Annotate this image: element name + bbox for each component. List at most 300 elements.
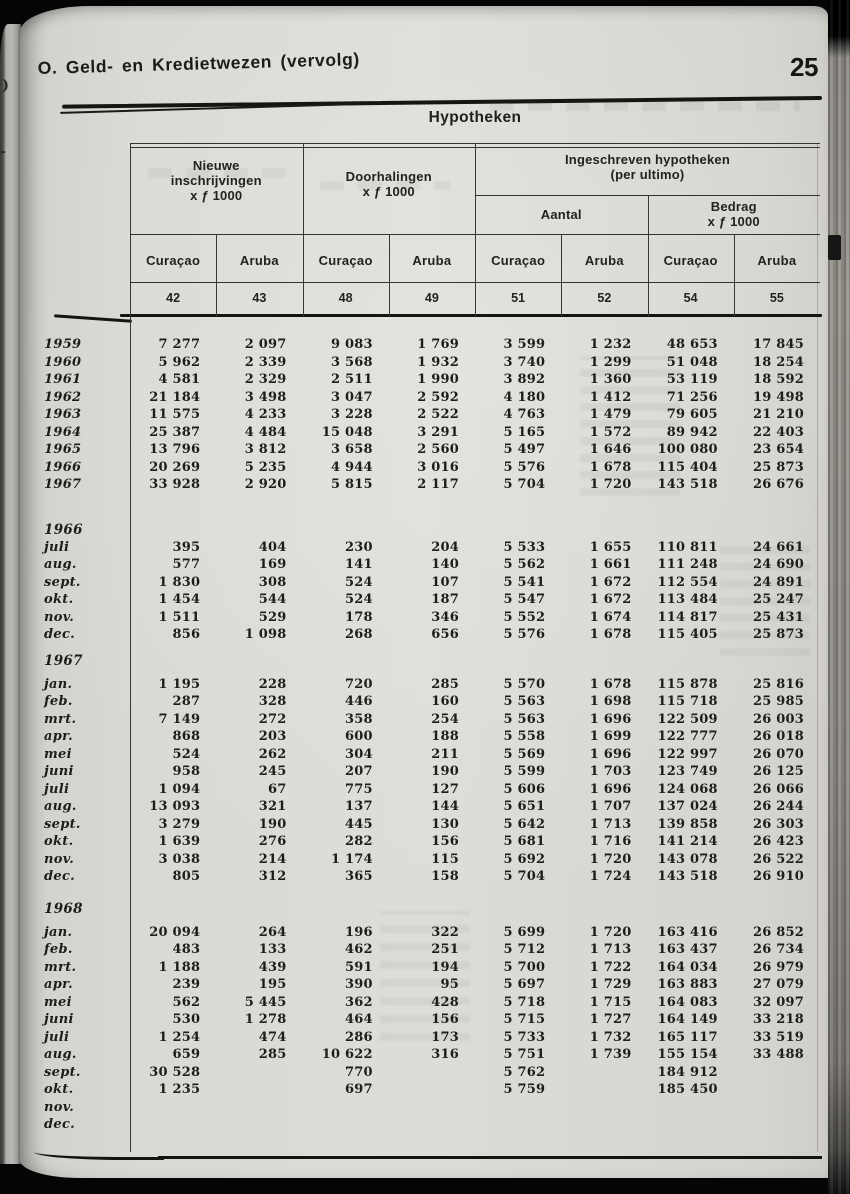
table-title: Hypotheken bbox=[428, 109, 522, 126]
data-cell: 26 910 bbox=[753, 869, 804, 884]
row-label: okt. bbox=[44, 834, 74, 849]
data-cell: 446 bbox=[345, 694, 373, 709]
data-cell: 5 552 bbox=[503, 609, 546, 625]
row-label: feb. bbox=[44, 694, 73, 709]
row-label: jan. bbox=[44, 676, 73, 692]
data-cell: 163 437 bbox=[657, 942, 718, 957]
table-row bbox=[44, 816, 820, 834]
data-cell: 1 479 bbox=[589, 407, 632, 422]
data-cell: 158 bbox=[431, 869, 459, 884]
data-cell: 26 852 bbox=[753, 924, 804, 940]
data-cell: 2 592 bbox=[417, 389, 459, 405]
data-cell: 2 329 bbox=[244, 372, 287, 387]
data-cell: 122 509 bbox=[657, 711, 718, 727]
data-cell bbox=[561, 1064, 647, 1082]
table-row bbox=[44, 1116, 820, 1134]
data-cell: 156 bbox=[431, 834, 459, 849]
data-cell: 33 488 bbox=[753, 1047, 804, 1062]
data-cell: 79 605 bbox=[666, 407, 718, 422]
column-number-cell: 48 bbox=[338, 291, 353, 305]
data-cell: 1 716 bbox=[589, 834, 632, 849]
data-cell: 1 235 bbox=[158, 1082, 201, 1097]
page-number: 25 bbox=[790, 52, 818, 82]
data-cell: 1 646 bbox=[589, 442, 632, 457]
table-row bbox=[44, 1064, 820, 1082]
table-row bbox=[44, 711, 820, 729]
data-cell: 5 759 bbox=[503, 1082, 546, 1097]
column-number-cell: 49 bbox=[424, 291, 439, 305]
data-cell: 245 bbox=[258, 764, 287, 779]
data-cell: 20 094 bbox=[149, 924, 201, 940]
data-cell: 1 094 bbox=[158, 781, 201, 797]
data-cell: 308 bbox=[258, 574, 287, 590]
data-cell: 113 484 bbox=[657, 592, 718, 607]
row-label: juli bbox=[44, 1029, 70, 1045]
data-cell: 3 812 bbox=[244, 442, 287, 457]
data-cell: 2 522 bbox=[417, 407, 459, 422]
data-cell: 194 bbox=[431, 959, 459, 975]
page-edge-tick bbox=[828, 235, 841, 260]
data-cell: 1 360 bbox=[589, 372, 632, 387]
data-cell: 805 bbox=[172, 869, 201, 884]
region-header-cell: Curaçao bbox=[146, 253, 201, 268]
data-cell: 24 661 bbox=[753, 539, 804, 555]
section-year-label: 1967 bbox=[44, 652, 83, 669]
data-cell: 143 518 bbox=[657, 869, 718, 884]
data-cell: 5 642 bbox=[503, 816, 546, 832]
table-row bbox=[44, 976, 820, 994]
data-cell: 25 247 bbox=[753, 592, 804, 607]
data-cell: 462 bbox=[345, 942, 373, 957]
data-cell: 33 928 bbox=[149, 477, 201, 492]
data-cell: 3 291 bbox=[417, 424, 459, 440]
data-cell: 5 541 bbox=[503, 574, 546, 590]
row-label: juni bbox=[44, 1012, 74, 1027]
row-label: 1962 bbox=[44, 389, 82, 405]
data-cell: 4 233 bbox=[244, 407, 287, 422]
data-cell: 163 416 bbox=[657, 924, 718, 940]
data-cell: 1 739 bbox=[589, 1047, 632, 1062]
data-cell: 95 bbox=[440, 977, 459, 992]
data-cell bbox=[303, 1116, 389, 1134]
data-cell: 282 bbox=[345, 834, 373, 849]
column-number-cell: 55 bbox=[769, 291, 784, 305]
data-cell bbox=[734, 1116, 820, 1134]
data-cell: 2 511 bbox=[331, 372, 373, 387]
data-cell: 143 078 bbox=[657, 851, 718, 867]
data-cell: 1 729 bbox=[589, 977, 632, 992]
data-cell: 286 bbox=[345, 1029, 373, 1045]
data-cell: 775 bbox=[345, 781, 373, 797]
data-cell: 5 497 bbox=[503, 442, 546, 457]
data-cell: 25 431 bbox=[753, 609, 804, 625]
region-header-cell: Curaçao bbox=[491, 253, 546, 268]
data-cell: 254 bbox=[431, 711, 459, 727]
edge-mark-dash: - bbox=[0, 144, 6, 160]
data-cell: 1 454 bbox=[158, 592, 201, 607]
data-cell: 122 777 bbox=[657, 729, 718, 744]
group-header-nieuwe-inschrijvingen bbox=[130, 158, 303, 203]
data-cell: 1 661 bbox=[589, 557, 632, 572]
data-cell: 1 696 bbox=[589, 781, 632, 797]
data-cell: 1 698 bbox=[589, 694, 632, 709]
data-cell: 362 bbox=[345, 994, 373, 1010]
document-page bbox=[20, 6, 828, 1178]
data-cell bbox=[475, 1116, 561, 1134]
region-header-row bbox=[130, 240, 820, 282]
data-cell: 404 bbox=[258, 539, 287, 555]
data-cell: 7 277 bbox=[158, 337, 201, 352]
data-cell: 856 bbox=[172, 627, 201, 642]
data-cell: 1 703 bbox=[589, 764, 632, 779]
data-cell: 1 511 bbox=[158, 609, 201, 625]
row-label: sept. bbox=[44, 816, 81, 832]
region-header-cell: Aruba bbox=[412, 253, 452, 268]
table-row bbox=[44, 609, 820, 627]
data-cell bbox=[734, 1099, 820, 1117]
table-row bbox=[44, 924, 820, 942]
table-row bbox=[44, 1046, 820, 1064]
data-cell: 110 811 bbox=[657, 539, 718, 555]
data-cell: 1 699 bbox=[589, 729, 632, 744]
section-title: O. Geld- en Kredietwezen (vervolg) bbox=[37, 49, 361, 79]
data-cell: 188 bbox=[431, 729, 459, 744]
data-cell: 322 bbox=[431, 924, 459, 940]
table-row bbox=[44, 1011, 820, 1029]
data-cell: 187 bbox=[431, 592, 459, 607]
edge-mark-paren: ) bbox=[2, 76, 10, 94]
data-cell: 5 562 bbox=[503, 557, 546, 572]
data-cell: 3 740 bbox=[503, 354, 546, 370]
data-cell: 5 699 bbox=[503, 924, 546, 940]
data-cell: 17 845 bbox=[753, 337, 804, 352]
data-cell: 1 674 bbox=[589, 609, 632, 625]
data-cell: 659 bbox=[172, 1047, 201, 1062]
table-row bbox=[44, 424, 820, 442]
data-cell: 137 024 bbox=[657, 799, 718, 814]
data-cell: 230 bbox=[345, 539, 373, 555]
data-cell: 272 bbox=[258, 711, 287, 727]
data-cell: 3 047 bbox=[331, 389, 373, 405]
table-row bbox=[44, 371, 820, 389]
group3-line1: Ingeschreven hypotheken bbox=[565, 152, 730, 167]
row-label: feb. bbox=[44, 942, 73, 957]
data-cell: 26 070 bbox=[753, 746, 804, 762]
data-cell: 285 bbox=[258, 1047, 287, 1062]
data-cell: 26 303 bbox=[753, 816, 804, 832]
data-cell: 2 920 bbox=[244, 477, 287, 492]
data-cell bbox=[216, 1116, 302, 1134]
table-row bbox=[44, 591, 820, 609]
table-row bbox=[44, 746, 820, 764]
data-cell: 115 405 bbox=[657, 627, 718, 642]
data-cell: 196 bbox=[345, 924, 373, 940]
data-cell: 262 bbox=[258, 746, 287, 762]
data-cell: 1 232 bbox=[589, 337, 632, 352]
data-cell: 214 bbox=[258, 851, 287, 867]
data-cell: 304 bbox=[345, 746, 373, 762]
row-label: 1966 bbox=[44, 459, 82, 475]
data-cell: 3 038 bbox=[158, 851, 201, 867]
data-cell: 5 715 bbox=[503, 1012, 546, 1027]
row-label: mei bbox=[44, 994, 72, 1010]
data-cell bbox=[389, 1081, 475, 1099]
table-row bbox=[44, 1099, 820, 1117]
data-cell: 577 bbox=[172, 557, 201, 572]
data-cell: 124 068 bbox=[657, 781, 718, 797]
data-cell: 26 734 bbox=[753, 942, 804, 957]
data-cell: 4 944 bbox=[331, 459, 373, 475]
row-label: sept. bbox=[44, 574, 81, 590]
data-cell: 4 763 bbox=[503, 407, 546, 422]
data-cell: 5 563 bbox=[503, 711, 546, 727]
page-edge-right bbox=[828, 0, 850, 1194]
row-label: aug. bbox=[44, 1047, 77, 1062]
data-cell: 20 269 bbox=[149, 459, 201, 475]
data-cell: 1 672 bbox=[589, 574, 632, 590]
data-cell: 25 873 bbox=[753, 627, 804, 642]
data-cell: 3 228 bbox=[331, 407, 373, 422]
data-cell: 428 bbox=[431, 994, 459, 1010]
data-cell: 5 533 bbox=[503, 539, 546, 555]
page-bottom-rule-tail bbox=[34, 1149, 164, 1160]
data-cell: 30 528 bbox=[149, 1064, 201, 1080]
data-cell: 7 149 bbox=[158, 711, 201, 727]
row-label: juli bbox=[44, 781, 70, 797]
row-label: mrt. bbox=[44, 711, 77, 727]
data-cell: 770 bbox=[345, 1064, 373, 1080]
data-cell: 26 522 bbox=[753, 851, 804, 867]
data-cell: 26 066 bbox=[753, 781, 804, 797]
data-cell: 5 692 bbox=[503, 851, 546, 867]
data-cell: 228 bbox=[258, 676, 287, 692]
data-cell: 1 412 bbox=[589, 389, 632, 405]
data-cell: 21 210 bbox=[753, 407, 804, 422]
data-cell: 5 606 bbox=[503, 781, 546, 797]
row-label: mei bbox=[44, 746, 72, 762]
data-cell: 27 079 bbox=[753, 977, 804, 992]
data-cell: 89 942 bbox=[666, 424, 718, 440]
data-cell: 5 762 bbox=[503, 1064, 546, 1080]
data-cell: 160 bbox=[431, 694, 459, 709]
data-cell: 5 563 bbox=[503, 694, 546, 709]
data-cell: 133 bbox=[258, 942, 287, 957]
data-cell: 1 278 bbox=[244, 1012, 287, 1027]
data-cell bbox=[216, 1099, 302, 1117]
region-header-cell: Curaçao bbox=[318, 253, 373, 268]
book-binding-edge bbox=[0, 24, 21, 1164]
data-cell: 130 bbox=[431, 816, 459, 832]
region-header-cell: Aruba bbox=[584, 253, 624, 268]
data-cell: 26 018 bbox=[753, 729, 804, 744]
data-cell: 127 bbox=[431, 781, 459, 797]
data-cell: 1 713 bbox=[589, 942, 632, 957]
data-cell: 164 149 bbox=[657, 1012, 718, 1027]
data-cell: 26 423 bbox=[753, 834, 804, 849]
data-cell: 1 678 bbox=[589, 676, 632, 692]
data-cell: 25 873 bbox=[753, 459, 804, 475]
data-cell: 3 498 bbox=[244, 389, 287, 405]
data-cell: 169 bbox=[258, 557, 287, 572]
row-label: 1964 bbox=[44, 424, 82, 440]
data-cell: 18 254 bbox=[753, 354, 804, 370]
data-cell: 1 572 bbox=[589, 424, 632, 440]
data-cell: 33 519 bbox=[753, 1029, 804, 1045]
table-row bbox=[44, 1081, 820, 1099]
row-label: 1967 bbox=[44, 477, 82, 492]
row-label: dec. bbox=[44, 627, 76, 642]
data-cell: 1 830 bbox=[158, 574, 201, 590]
data-cell: 3 658 bbox=[331, 442, 373, 457]
data-cell: 195 bbox=[258, 977, 287, 992]
data-cell: 1 254 bbox=[158, 1029, 201, 1045]
data-cell: 5 576 bbox=[503, 459, 546, 475]
data-cell bbox=[216, 1081, 302, 1099]
data-cell: 1 720 bbox=[589, 851, 632, 867]
data-cell: 395 bbox=[172, 539, 201, 555]
table-row bbox=[44, 354, 820, 372]
data-cell: 140 bbox=[431, 557, 459, 572]
data-cell: 141 214 bbox=[657, 834, 718, 849]
data-cell: 720 bbox=[345, 676, 373, 692]
data-cell: 18 592 bbox=[753, 372, 804, 387]
data-cell: 67 bbox=[268, 781, 287, 797]
data-cell: 190 bbox=[431, 764, 459, 779]
column-number-cell: 43 bbox=[252, 291, 267, 305]
data-cell: 5 751 bbox=[503, 1047, 546, 1062]
data-cell: 9 083 bbox=[331, 337, 373, 352]
data-cell bbox=[130, 1099, 216, 1117]
data-cell: 239 bbox=[172, 977, 201, 992]
data-cell: 1 678 bbox=[589, 627, 632, 642]
data-cell: 5 718 bbox=[503, 994, 546, 1010]
table-row bbox=[44, 626, 820, 644]
data-cell: 5 547 bbox=[503, 592, 546, 607]
table-row bbox=[44, 798, 820, 816]
data-cell: 524 bbox=[345, 574, 373, 590]
data-cell: 204 bbox=[431, 539, 459, 555]
data-cell: 4 484 bbox=[244, 424, 287, 440]
data-cell: 4 180 bbox=[503, 389, 546, 405]
data-cell: 1 639 bbox=[158, 834, 201, 849]
data-cell: 529 bbox=[258, 609, 287, 625]
row-label: apr. bbox=[44, 729, 73, 744]
data-cell: 107 bbox=[431, 574, 459, 590]
data-cell: 24 690 bbox=[753, 557, 804, 572]
data-cell: 5 704 bbox=[503, 477, 546, 492]
data-cell: 1 696 bbox=[589, 711, 632, 727]
data-cell: 111 248 bbox=[657, 557, 718, 572]
row-label: juni bbox=[44, 764, 74, 779]
data-cell: 5 235 bbox=[244, 459, 287, 475]
bedrag-unit: x ƒ 1000 bbox=[707, 214, 760, 229]
data-cell: 328 bbox=[258, 694, 287, 709]
data-cell: 178 bbox=[345, 609, 373, 625]
table-row bbox=[44, 389, 820, 407]
data-cell: 24 891 bbox=[753, 574, 804, 590]
section-year-label: 1968 bbox=[44, 900, 83, 917]
data-cell: 868 bbox=[172, 729, 201, 744]
row-label: sept. bbox=[44, 1064, 81, 1080]
data-cell bbox=[734, 1064, 820, 1082]
data-cell: 203 bbox=[258, 729, 287, 744]
data-cell: 5 681 bbox=[503, 834, 546, 849]
row-label: nov. bbox=[44, 1099, 75, 1115]
data-cell: 697 bbox=[345, 1082, 373, 1097]
data-cell: 321 bbox=[258, 799, 287, 814]
data-cell: 26 979 bbox=[753, 959, 804, 975]
row-label: okt. bbox=[44, 592, 74, 607]
table-row bbox=[44, 476, 820, 494]
data-cell: 316 bbox=[431, 1047, 459, 1062]
data-cell: 544 bbox=[258, 592, 287, 607]
data-cell: 2 339 bbox=[244, 354, 287, 370]
column-number-cell: 51 bbox=[511, 291, 526, 305]
data-cell: 184 912 bbox=[657, 1064, 718, 1080]
data-cell: 5 599 bbox=[503, 764, 546, 779]
data-cell: 5 445 bbox=[244, 994, 287, 1010]
table-row bbox=[44, 693, 820, 711]
data-cell: 122 997 bbox=[657, 746, 718, 762]
group1-line1: Nieuwe bbox=[192, 158, 240, 173]
data-cell: 53 119 bbox=[666, 372, 718, 387]
group-header-ingeschreven-hypotheken bbox=[475, 152, 820, 182]
data-cell: 524 bbox=[172, 746, 201, 762]
region-header-cell: Aruba bbox=[239, 253, 279, 268]
data-cell: 48 653 bbox=[666, 337, 718, 352]
data-cell: 2 560 bbox=[417, 442, 459, 457]
data-cell: 365 bbox=[345, 869, 373, 884]
data-cell bbox=[561, 1116, 647, 1134]
table-row bbox=[44, 781, 820, 799]
data-cell: 474 bbox=[258, 1029, 287, 1045]
table-row bbox=[44, 851, 820, 869]
data-cell: 13 093 bbox=[149, 799, 201, 814]
data-cell: 22 403 bbox=[753, 424, 804, 440]
group1-unit: x ƒ 1000 bbox=[190, 188, 243, 203]
data-cell: 1 174 bbox=[331, 851, 373, 867]
data-cell: 5 651 bbox=[503, 799, 546, 814]
data-cell: 1 672 bbox=[589, 592, 632, 607]
data-cell: 287 bbox=[172, 694, 201, 709]
data-cell: 164 034 bbox=[657, 959, 718, 975]
data-cell: 115 718 bbox=[657, 694, 718, 709]
data-cell: 5 733 bbox=[503, 1029, 546, 1045]
data-cell: 11 575 bbox=[149, 407, 201, 422]
table-row bbox=[44, 868, 820, 886]
data-cell: 2 097 bbox=[244, 337, 287, 352]
data-cell: 26 125 bbox=[753, 764, 804, 779]
data-cell: 143 518 bbox=[657, 477, 718, 492]
data-cell: 15 048 bbox=[321, 424, 373, 440]
group2-unit: x ƒ 1000 bbox=[362, 184, 415, 199]
data-cell: 23 654 bbox=[753, 442, 804, 457]
row-label: nov. bbox=[44, 851, 75, 867]
row-label: juli bbox=[44, 539, 70, 555]
data-cell: 185 450 bbox=[657, 1082, 718, 1097]
column-number-cell: 52 bbox=[597, 291, 612, 305]
data-cell: 1 720 bbox=[589, 477, 632, 492]
data-cell: 164 083 bbox=[657, 994, 718, 1010]
data-cell: 5 697 bbox=[503, 977, 546, 992]
header-thick-rule bbox=[120, 314, 822, 317]
data-cell: 1 098 bbox=[244, 627, 287, 642]
data-cell: 25 816 bbox=[753, 676, 804, 692]
table-row bbox=[44, 459, 820, 477]
row-label: aug. bbox=[44, 557, 77, 572]
data-cell: 1 655 bbox=[589, 539, 632, 555]
table-row bbox=[44, 833, 820, 851]
